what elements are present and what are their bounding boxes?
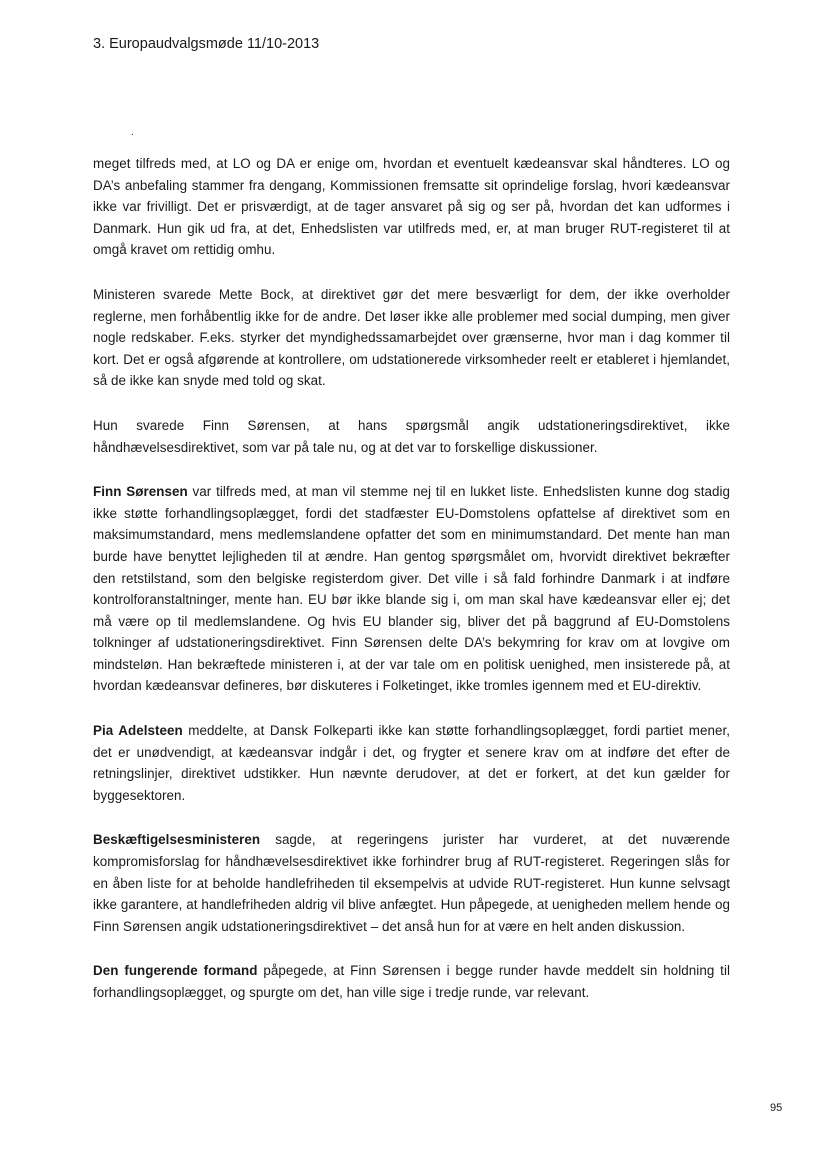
page-header: 3. Europaudvalgsmøde 11/10-2013 [93,36,320,52]
paragraph-text: meget tilfreds med, at LO og DA er enige om, hvordan et eventuelt kædeansvar skal håndteres. LO og DA’s anbefaling stammer fra dengang, Kommissionen fremsatte sit oprindelige forslag, hvori kædeansvar ikke var frivilligt. Det er prisværdigt, at de tager ansvaret på sig og ser på, hvordan det kan udformes i Danmark. Hun gik ud fra, at det, Enhedslisten var utilfreds med, er, at man bruger RUT-registeret til at omgå kravet om rettidig omhu. [93,156,730,258]
paragraph-text: påpegede, at Finn Sørensen i begge runder havde meddelt sin holdning til forhandlingsoplægget, og spurgte om det, han ville sige i tredje runde, var relevant. [93,963,731,1000]
paragraph-3 [93,415,730,458]
paragraph-1 [93,153,730,261]
speaker-name: Den fungerende formand [93,963,258,979]
paragraph-text: Ministeren svarede Mette Bock, at direktivet gør det mere besværligt for dem, der ikke overholder reglerne, men forhåbentlig ikke for de andre. Det løser ikke alle problemer med social dumping, men giver nogle redskaber. F.eks. styrker det myndighedssamarbejdet over grænserne, hvor man i dag kommer til kort. Det er også afgørende at kontrollere, om udstationerede virksomheder reelt er etableret i hjemlandet, så de ikke kan snyde med told og skat. [93,286,730,389]
paragraph-text: var tilfreds med, at man vil stemme nej til en lukket liste. Enhedslisten kunne dog stadig ikke støtte forhandlingsoplægget, fordi det stadfæster EU-Domstolens opfattelse af direktivet som en maksimumstandard, mens medlemslandene opfatter det som en minimumstandard. Det mente han man burde have benyttet lejligheden til at ændre. Han gentog spørgsmålet om, hvorvidt direktivet bekræfter den retstilstand, som den belgiske registerdom giver. Det ville i så fald forhindre Danmark i at indføre kontrolforanstaltninger, mente han. EU bør ikke blande sig i, om man skal have kædeansvar eller ej; det må være op til medlemslandene. Og hvis EU blander sig, bliver det på baggrund af EU-Domstolens tolkninger af udstationeringsdirektivet. Finn Sørensen delte DA’s bekymring for krav om at lovgive om mindsteløn. Han bekræftede ministeren i, at der var tale om en politisk uenighed, men insisterede på, at hvordan kædeansvar defineres, bør diskuteres i Folketinget, ikke tromles igennem med et EU-direktiv. [93,484,730,694]
paragraph-text: sagde, at regeringens jurister har vurderet, at det nuværende kompromisforslag for håndhævelsesdirektivet ikke forhindrer brug af RUT-registeret. Regeringen slås for en åben liste for at beholde handlefriheden til eksempelvis at udvide RUT-registeret. Hun kunne selvsagt ikke garantere, at handlefriheden aldrig vil blive anfægtet. Hun påpegede, at uenigheden mellem hende og Finn Sørensen angik udstationeringsdirektivet – det anså hun for at være en helt anden diskussion. [93,832,730,934]
speaker-name: Beskæftigelsesministeren [93,832,261,848]
speaker-name: Finn Sørensen [93,484,188,500]
paragraph-5 [93,720,730,806]
paragraph-text: meddelte, at Dansk Folkeparti ikke kan støtte forhandlingsoplægget, fordi partiet mener, det er unødvendigt, at kædeansvar indgår i det, og frygter et senere krav om at indføre det efter de retningslinjer, direktivet udstikker. Hun nævnte derudover, at det er forkert, at det kun gælder for byggesektoren. [93,723,730,803]
paragraph-7 [93,960,730,1003]
paragraph-2 [93,284,730,392]
stray-dot: . [131,127,134,138]
speaker-name: Pia Adelsteen [93,723,183,739]
paragraph-4 [93,481,730,697]
document-body [93,153,730,1027]
paragraph-6 [93,829,730,937]
paragraph-text: Hun svarede Finn Sørensen, at hans spørgsmål angik udstationeringsdirektivet, ikke håndhævelsesdirektivet, som var på tale nu, og at det var to forskellige diskussioner. [93,417,730,455]
page-number: 95 [770,1102,783,1114]
